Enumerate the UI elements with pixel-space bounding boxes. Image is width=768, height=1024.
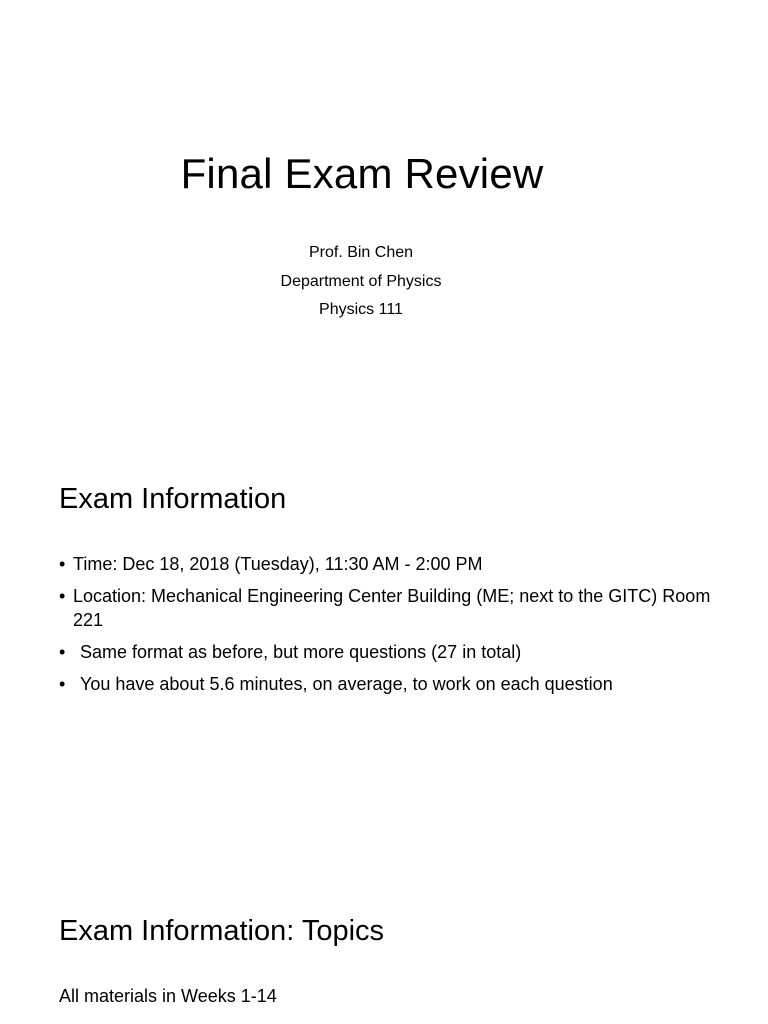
- bullet-location-text: Location: Mechanical Engineering Center Building (ME; next to the GITC) Room 221: [73, 586, 711, 630]
- bullet-format: [59, 640, 739, 664]
- subtitle-department: Department of Physics: [280, 272, 442, 290]
- bullet-time-text: Time: Dec 18, 2018 (Tuesday), 11:30 AM - 2:00 PM: [73, 554, 483, 574]
- slide-title-heading: Final Exam Review: [180, 150, 544, 197]
- subtitle-author: Prof. Bin Chen: [308, 244, 414, 261]
- exam-topics-heading: Exam Information: Topics: [59, 915, 385, 947]
- bullet-dot-icon: •: [59, 642, 66, 662]
- subtitle-course: Physics 111: [319, 301, 403, 318]
- slide-title: [0, 0, 768, 432]
- bullet-time-per-question: [59, 672, 739, 696]
- bullet-dot-icon: •: [59, 586, 66, 606]
- bullet-dot-icon: •: [59, 554, 66, 574]
- bullet-location: [59, 584, 739, 632]
- slide-exam-information: [0, 432, 768, 864]
- topics-line: All materials in Weeks 1-14: [59, 986, 277, 1006]
- bullet-format-text: Same format as before, but more questions (27 in total): [80, 642, 522, 662]
- slide-subtitle: [0, 239, 722, 325]
- bullet-time: [59, 552, 739, 576]
- slide-exam-topics: [0, 864, 768, 1024]
- bullet-time-per-question-text: You have about 5.6 minutes, on average, to work on each question: [80, 674, 613, 694]
- exam-information-heading: Exam Information: [59, 483, 287, 515]
- exam-information-bullets: [59, 552, 739, 704]
- bullet-dot-icon: •: [59, 674, 66, 694]
